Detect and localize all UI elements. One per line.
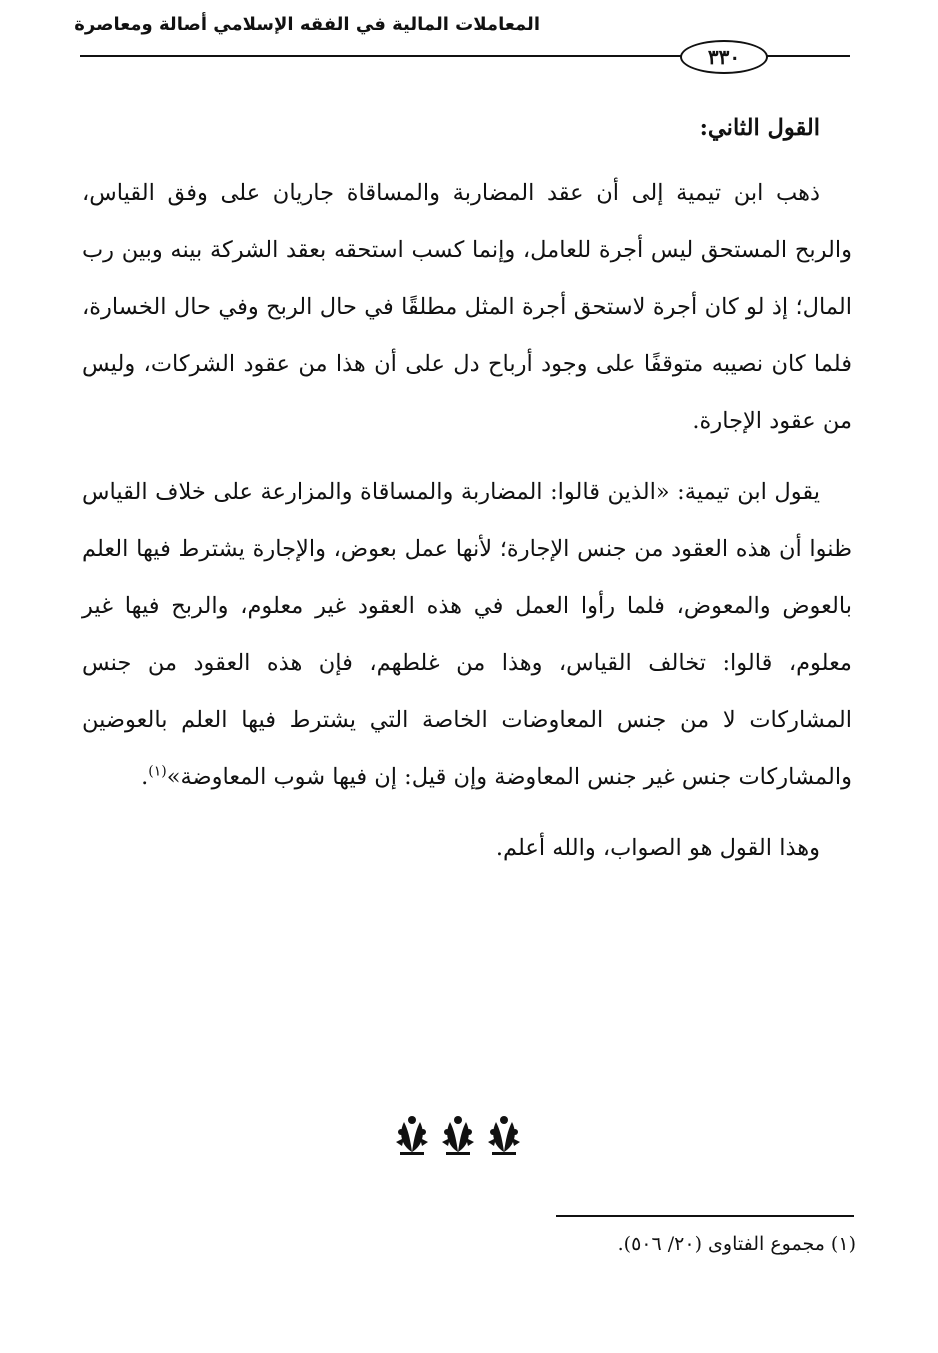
paragraph-2-text: يقول ابن تيمية: «الذين قالوا: المضاربة والمساقاة والمزارعة على خلاف القياس ظنوا أن هذه العقود من جنس الإجارة؛ لأنها عمل بعوض، والإجارة يشترط فيها العلم بالعوض والمعوض، فلما رأوا العمل في هذه العقود غير معلوم، والربح فيها غير معلوم، قالوا: تخالف القياس، وهذا من غلطهم، فإن هذه العقود من جنس المشاركات لا من جنس المعاوضات الخاصة التي يشترط فيها العلم بالعوضين والمشاركات جنس غير جنس المعاوضة وإن قيل: إن فيها شوب المعاوضة» xyxy=(82,479,852,790)
floral-ornament-icon xyxy=(394,1112,430,1156)
paragraph-1: ذهب ابن تيمية إلى أن عقد المضاربة والمساقاة جاريان على وفق القياس، والربح المستحق ليس أجرة للعامل، وإنما كسب استحقه بعقد الشركة بينه وبين رب المال؛ إذ لو كان أجرة لاستحق أجرة المثل مطلقًا في حال الربح وفي حال الخسارة، فلما كان نصيبه متوقفًا على وجود أرباح دل على أن هذا من عقود الشركات، وليس من عقود الإجارة. xyxy=(82,180,852,434)
footnote: (١) مجموع الفتاوى (٢٠/ ٥٠٦). xyxy=(617,1233,856,1255)
paragraph-2 xyxy=(82,464,852,806)
floral-ornament-icon xyxy=(486,1112,522,1156)
paragraph-2-end: . xyxy=(141,764,149,790)
running-header-title: المعاملات المالية في الفقه الإسلامي أصالة ومعاصرة xyxy=(74,14,540,35)
footnote-ref: (١) xyxy=(148,763,167,780)
floral-ornament-icon xyxy=(440,1112,476,1156)
section-divider-ornament xyxy=(394,1112,522,1158)
footnote-rule xyxy=(556,1215,854,1217)
page-number: ٣٣٠ xyxy=(680,40,768,74)
paragraph-3: وهذا القول هو الصواب، والله أعلم. xyxy=(495,835,820,861)
section-heading: القول الثاني: xyxy=(699,115,820,141)
main-text xyxy=(82,100,852,891)
